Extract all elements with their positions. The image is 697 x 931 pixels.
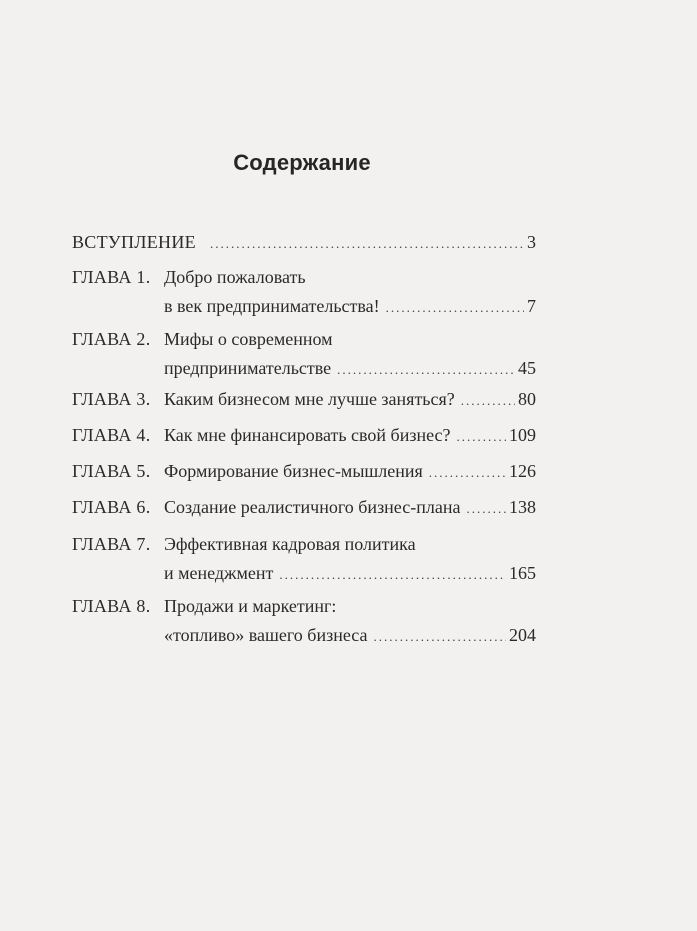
toc-line [72,263,536,292]
toc-entry-chapter-6[interactable] [72,493,536,522]
toc-entry-title-line: Продажи и маркетинг: [164,596,337,616]
toc-entry-label: ГЛАВА 3. [72,389,151,409]
toc-entry-chapter-3[interactable] [72,385,536,414]
dot-leader [429,458,506,487]
toc-entry-title: «топливо» вашего бизнеса [164,625,368,645]
dot-leader [373,622,506,651]
toc-page-number: 7 [527,296,536,316]
toc-line [72,530,536,559]
dot-leader [461,386,515,415]
toc-line [72,457,536,486]
dot-leader [457,422,507,451]
toc-entry-title-line: Добро пожаловать [164,267,306,287]
toc-line [72,354,536,383]
toc-line [72,292,536,321]
toc-page-number: 3 [527,232,536,252]
toc-entry-chapter-5[interactable] [72,457,536,486]
dot-leader [466,494,506,523]
toc-line [72,421,536,450]
toc-entry-title: Создание реалистичного бизнес-плана [164,497,461,517]
toc-entry-title: Каким бизнесом мне лучше заняться? [164,389,455,409]
toc-entry-title: и менеджмент [164,563,274,583]
toc-entry-title: в век предпринимательства! [164,296,380,316]
toc-entry-label: ГЛАВА 8. [72,596,151,616]
toc-entry-title: предпринимательстве [164,358,332,378]
dot-leader [337,355,515,384]
toc-page-number: 80 [518,389,536,409]
toc-line [72,228,536,257]
toc-entry-intro[interactable] [72,228,536,257]
toc-entry-label: ГЛАВА 5. [72,461,151,481]
toc-line [72,385,536,414]
toc-page-number: 109 [509,425,536,445]
toc-line [72,559,536,588]
toc-entry-title: Как мне финансировать свой бизнес? [164,425,451,445]
toc-entry-label: ГЛАВА 7. [72,534,151,554]
toc-line [72,493,536,522]
toc-line [72,621,536,650]
dot-leader [279,560,506,589]
toc-page-number: 45 [518,358,536,378]
toc-page-number: 138 [509,497,536,517]
toc-line [72,325,536,354]
toc-entry-label: ГЛАВА 2. [72,329,151,349]
toc-entry-title: Формирование бизнес-мышления [164,461,423,481]
toc-entry-label: ГЛАВА 1. [72,267,151,287]
toc-page-number: 165 [509,563,536,583]
toc-entry-label: ГЛАВА 6. [72,497,151,517]
toc-entry-chapter-8[interactable] [72,592,536,650]
dot-leader [386,293,524,322]
toc-entry-chapter-7[interactable] [72,530,536,588]
contents-title: Содержание [233,150,371,175]
toc-entry-chapter-1[interactable] [72,263,536,321]
toc-entry-chapter-4[interactable] [72,421,536,450]
toc-entry-label: ГЛАВА 4. [72,425,151,445]
toc-page-number: 204 [509,625,536,645]
toc-entry-title-line: Эффективная кадровая политика [164,534,416,554]
toc-entry-label: ВСТУПЛЕНИЕ [72,232,196,252]
toc-entry-title-line: Мифы о современном [164,329,333,349]
toc-entry-chapter-2[interactable] [72,325,536,383]
dot-leader [210,229,524,258]
toc-page-number: 126 [509,461,536,481]
toc-line [72,592,536,621]
